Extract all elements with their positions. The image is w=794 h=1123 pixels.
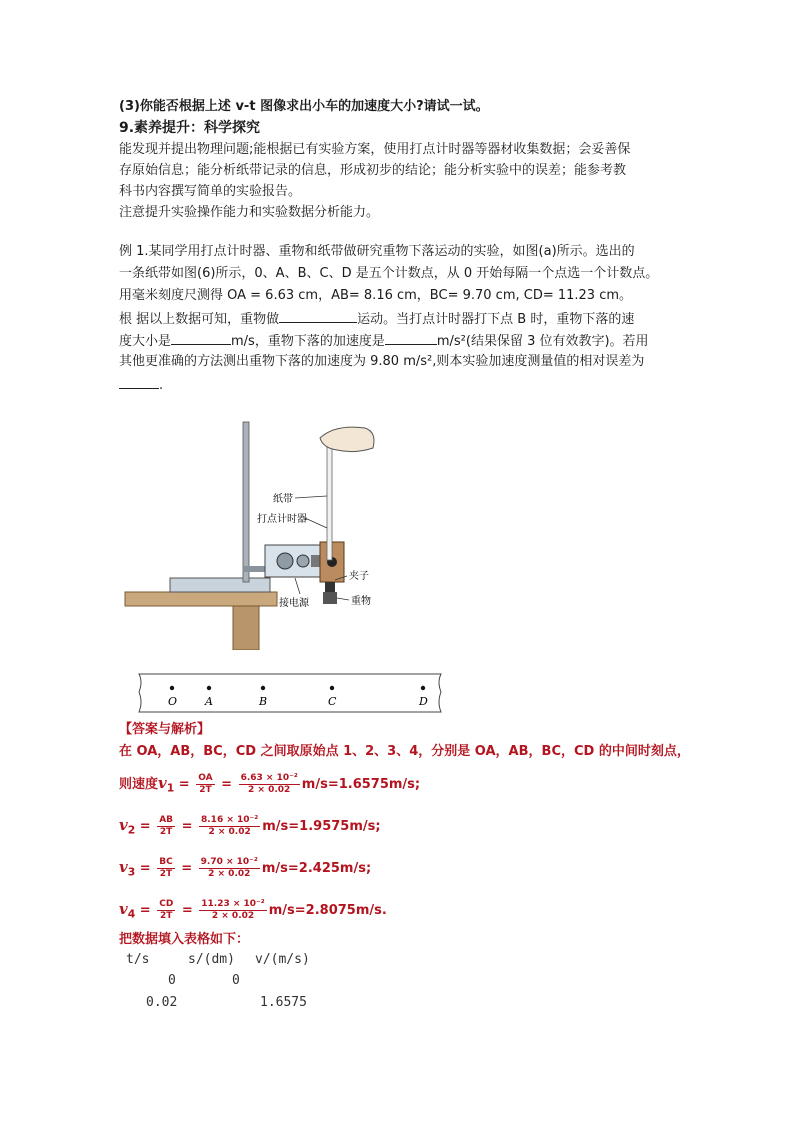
label-timer: 打点计时器 [257, 514, 307, 525]
table-intro: 把数据填入表格如下： [119, 932, 250, 947]
label-power: 接电源 [279, 598, 309, 609]
table-cell: 1.6575 [260, 995, 307, 1010]
velocity-v2: $v_2$ = $\frac{AB}{2T}$ = $\frac{\text{8.16 × 10⁻²}}{2 \times 0.02}$ m/s=1.9575m/s; [119, 815, 381, 837]
paragraph-line: 注意提升实验操作能力和实验数据分析能力。 [119, 205, 380, 220]
example-line: 例 1.某同学用打点计时器、重物和纸带做研究重物下落运动的实验，如图(a)所示。选出的 [119, 244, 635, 259]
table-header-t: t/s [126, 952, 150, 967]
fraction: $\frac{\text{8.16 × 10⁻²}}{2 \times 0.02}$ [201, 815, 259, 837]
example-text: 运动。当打点计时器打下点 B 时，重物下落的速 [357, 312, 635, 327]
example-text: m/s²(结果保留 3 位有效教字)。若用 [436, 334, 649, 349]
tape-point-d [421, 686, 425, 690]
fraction: $\frac{BC}{2T}$ [159, 857, 173, 879]
example-text: 度大小是 [119, 334, 172, 349]
paper-tape-figure [135, 672, 445, 714]
tape-point-label: D [419, 695, 428, 708]
answer-blank-error[interactable] [119, 374, 159, 389]
example-line [119, 308, 634, 330]
tape-point-o [170, 686, 174, 690]
answer-header: 【答案与解析】 [119, 722, 211, 737]
table-header-v: v/(m/s) [255, 952, 310, 967]
fraction: $\frac{OA}{2T}$ [198, 773, 213, 795]
example-line: 一条纸带如图(6)所示，0、A、B、C、D 是五个计数点，从 0 开始每隔一个点选一个计数点。 [119, 266, 659, 281]
answer-line: 在 OA，AB，BC，CD 之间取原始点 1、2、3、4，分别是 OA，AB，BC，CD 的中间时刻点， [119, 744, 690, 759]
example-line: 其他更准确的方法测出重物下落的加速度为 9.80 m/s²,则本实验加速度测量值的相对误差为 [119, 354, 645, 369]
paragraph-line: 存原始信息；能分析纸带记录的信息，形成初步的结论；能分析实验中的误差；能参考教 [119, 163, 627, 178]
example-text: . [159, 378, 164, 393]
answer-blank-speed[interactable] [171, 330, 231, 345]
fraction: $\frac{\text{11.23 × 10⁻²}}{2 \times 0.02}$ [201, 899, 265, 921]
example-text: m/s，重物下落的加速度是 [231, 334, 385, 349]
tape-point-label: A [205, 695, 213, 708]
answer-blank-motion[interactable] [279, 308, 357, 323]
tape-point-label: B [259, 695, 268, 708]
table-header-s: s/(dm) [188, 952, 235, 967]
velocity-v1: 则速度$v_1$ = $\frac{OA}{2T}$ = $\frac{\text{6.63 × 10⁻²}}{2 \times 0.02}$ m/s=1.6575m/s; [119, 773, 421, 795]
fraction: $\frac{\text{9.70 × 10⁻²}}{2 \times 0.02}$ [200, 857, 258, 879]
label-weight: 重物 [351, 596, 371, 607]
fraction: $\frac{CD}{2T}$ [159, 899, 174, 921]
paragraph-line: 科书内容撰写简单的实验报告。 [119, 184, 302, 199]
tape-point-c [330, 686, 334, 690]
question-3: (3)你能否根据上述 v-t 图像求出小车的加速度大小?请试一试。 [119, 99, 489, 114]
example-line [119, 374, 163, 396]
example-text: 根 据以上数据可知，重物做 [119, 312, 280, 327]
velocity-v4: $v_4$ = $\frac{CD}{2T}$ = $\frac{\text{11.23 × 10⁻²}}{2 \times 0.02}$ m/s=2.8075m/s. [119, 899, 387, 921]
example-line [119, 330, 649, 352]
tape-point-b [261, 686, 265, 690]
label-tape: 纸带 [273, 494, 293, 505]
answer-blank-acceleration[interactable] [385, 330, 437, 345]
label-clip: 夹子 [349, 571, 369, 582]
tape-point-a [207, 686, 211, 690]
tape-point-label: O [168, 695, 178, 708]
section-title: 9.素养提升：科学探究 [119, 120, 261, 136]
velocity-v3: $v_3$ = $\frac{BC}{2T}$ = $\frac{\text{9.70 × 10⁻²}}{2 \times 0.02}$ m/s=2.425m/s; [119, 857, 372, 879]
speed-prefix: 则速度 [119, 777, 159, 792]
table-cell: 0 [232, 973, 240, 988]
table-cell: 0 [168, 973, 176, 988]
fraction: $\frac{AB}{2T}$ [159, 815, 174, 837]
apparatus-figure [115, 410, 455, 650]
paragraph-line: 能发现并提出物理问题;能根据已有实验方案，使用打点计时器等器材收集数据；会妥善保 [119, 142, 631, 157]
table-cell: 0.02 [146, 995, 178, 1010]
tape-point-label: C [328, 695, 337, 708]
fraction: $\frac{\text{6.63 × 10⁻²}}{2 \times 0.02}$ [240, 773, 298, 795]
example-line: 用毫米刻度尺测得 OA = 6.63 cm，AB= 8.16 cm，BC= 9.70 cm, CD= 11.23 cm。 [119, 288, 633, 303]
